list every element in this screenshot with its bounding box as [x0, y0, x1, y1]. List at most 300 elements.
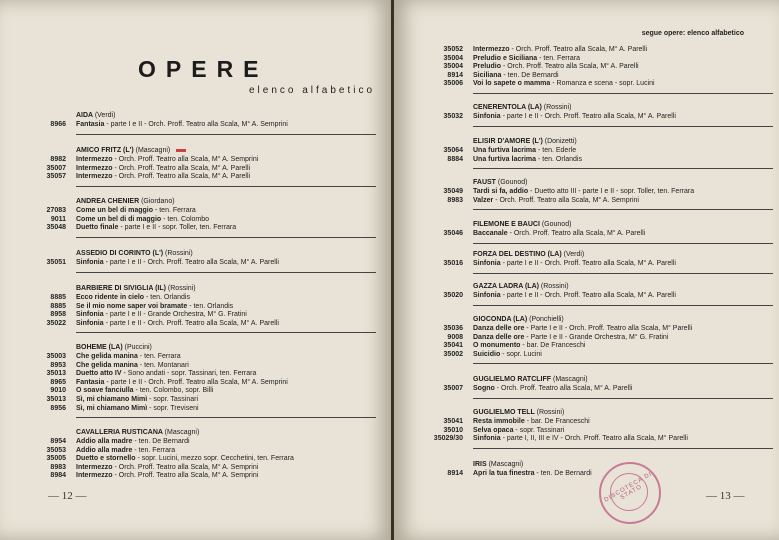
performers: - ten. Ederle — [536, 147, 577, 154]
piece-title: Siciliana — [473, 71, 502, 79]
opera-title: GIOCONDA (LA) — [473, 316, 528, 323]
entry-text — [76, 224, 236, 233]
catalog-number: 8966 — [50, 121, 66, 128]
composer: (Donizetti) — [544, 138, 577, 145]
entry-text — [76, 472, 258, 481]
composer: (Giordano) — [141, 198, 175, 205]
page-title: OPERE — [138, 56, 269, 82]
entry-text — [473, 351, 542, 360]
performers: - parte I, II, III e IV - Orch. Proff. Teatro alla Scala, M° Parelli — [500, 435, 688, 443]
record-entry — [429, 470, 759, 479]
piece-title: Sinfonia — [76, 319, 104, 327]
piece-title: Una furtiva lacrima — [473, 155, 537, 163]
catalog-number: 35029/30 — [433, 435, 463, 443]
composer: (Rossini) — [540, 283, 569, 290]
performers: - Parte I e II - Grande Orchestra, M° G. Fratini — [524, 333, 669, 341]
entry-text — [473, 334, 668, 343]
performers: - Orch. Proff. Teatro alla Scala, M° A. Semprini — [112, 472, 259, 480]
piece-title: Che gelida manina — [76, 361, 138, 369]
performers: - Orch. Proff. Teatro alla Scala, M° A. Parelli — [507, 230, 646, 237]
entry-text — [76, 311, 247, 320]
catalog-number: 8885 — [50, 294, 66, 301]
piece-title: Danza delle ore — [473, 333, 525, 341]
section-divider — [473, 448, 773, 449]
catalog-number: 8965 — [50, 378, 66, 386]
catalog-number: 8982 — [50, 156, 66, 163]
opera-heading — [76, 283, 362, 294]
section-divider — [76, 332, 376, 333]
section-divider — [473, 126, 773, 127]
opera-heading — [473, 249, 759, 260]
entry-text — [76, 259, 279, 268]
catalog-number: 35010 — [443, 426, 463, 434]
continuation-section — [429, 46, 759, 94]
catalog-number: 35064 — [443, 147, 463, 154]
entry-text — [76, 405, 199, 414]
piece-title: Suicidio — [473, 350, 501, 358]
catalog-number: 8914 — [447, 470, 463, 477]
composer: (Mascagni) — [135, 147, 171, 154]
section-divider — [473, 209, 773, 210]
performers: - parte I e II - Orch. Proff. Teatro alla Scala, M° A. Parelli — [500, 113, 676, 120]
catalog-number: 35036 — [443, 325, 463, 332]
performers: - parte I e II - Orch. Proff. Teatro alla Scala, M° A. Parelli — [103, 259, 279, 266]
record-entry — [429, 188, 759, 197]
piece-title: Intermezzo — [473, 46, 510, 53]
record-entry — [32, 294, 362, 303]
catalog-number: 35003 — [46, 353, 66, 360]
entry-text — [76, 294, 190, 303]
record-entry — [429, 427, 759, 436]
opera-section — [429, 136, 759, 169]
entry-text — [473, 325, 692, 334]
performers: - ten. Orlandis — [187, 302, 234, 310]
page-number-left: — 12 — — [48, 490, 87, 502]
entry-text — [473, 72, 559, 81]
section-divider — [473, 273, 773, 274]
entry-text — [76, 387, 213, 396]
entry-text — [76, 303, 233, 312]
catalog-number: 27083 — [46, 207, 66, 214]
piece-title: Fantasia — [76, 378, 105, 386]
entry-text — [473, 188, 694, 197]
catalog-number: 35007 — [443, 385, 463, 392]
opera-section — [32, 145, 362, 187]
section-divider — [76, 272, 376, 273]
piece-title: Resta immobile — [473, 418, 525, 425]
performers: - bar. De Franceschi — [520, 342, 586, 350]
opera-title: CAVALLERIA RUSTICANA — [76, 429, 163, 436]
record-entry — [32, 216, 362, 225]
catalog-number: 8983 — [447, 196, 463, 204]
entry-text — [473, 80, 655, 89]
piece-title: Sogno — [473, 385, 495, 392]
performers: - ten. Montanari — [137, 361, 189, 369]
opera-section — [32, 248, 362, 273]
performers: - parte I e II - Orch. Proff. Teatro alla Scala, M° A. Parelli — [500, 292, 676, 299]
record-entry — [32, 165, 362, 174]
record-entry — [32, 447, 362, 456]
record-entry — [32, 121, 362, 130]
catalog-number: 35016 — [443, 260, 463, 267]
entry-text — [76, 156, 258, 165]
opera-heading — [473, 314, 759, 325]
section-divider — [76, 186, 376, 187]
performers: - ten. Ferrara — [537, 54, 580, 62]
opera-title: AMICO FRITZ (L') — [76, 147, 134, 154]
opera-section — [429, 407, 759, 449]
entry-text — [76, 353, 181, 362]
performers: - ten. De Bernardi — [132, 438, 190, 445]
composer: (Verdi) — [94, 112, 116, 119]
entry-text — [76, 165, 250, 174]
catalog-number: 9008 — [447, 333, 463, 341]
section-divider — [473, 363, 773, 364]
opera-heading — [76, 196, 362, 207]
record-entry — [429, 342, 759, 351]
catalog-number: 35052 — [443, 46, 463, 53]
opera-heading — [76, 427, 362, 438]
catalog-number: 8984 — [50, 472, 66, 480]
performers: - parte I e II - sopr. Toller, ten. Ferrara — [118, 224, 237, 232]
catalog-number: 35032 — [443, 113, 463, 120]
record-entry — [429, 80, 759, 89]
entry-text — [76, 121, 288, 130]
record-entry — [429, 351, 759, 360]
record-entry — [429, 418, 759, 427]
composer: (Mascagni) — [552, 376, 588, 383]
record-entry — [429, 292, 759, 301]
piece-title: Addio alla madre — [76, 438, 133, 445]
section-divider — [473, 168, 773, 169]
piece-title: Duetto atto IV — [76, 370, 122, 378]
piece-title: Una furtiva lacrima — [473, 147, 537, 154]
performers: - Orch. Proff. Teatro alla Scala, M° A. Semprini — [112, 156, 259, 163]
section-divider — [473, 243, 773, 244]
opera-title: GUGLIELMO TELL — [473, 409, 535, 416]
record-entry — [32, 320, 362, 329]
record-entry — [32, 353, 362, 362]
piece-title: Sì, mi chiamano Mimì — [76, 404, 148, 412]
record-entry — [429, 46, 759, 55]
performers: - sopr. Treviseni — [147, 404, 199, 412]
performers: - Orch. Proff. Teatro alla Scala, M° A. Parelli — [509, 46, 648, 53]
entry-text — [76, 455, 294, 464]
opera-heading — [473, 407, 759, 418]
entry-text — [473, 418, 590, 427]
entry-text — [473, 230, 645, 239]
piece-title: Duetto e stornello — [76, 455, 136, 463]
entry-text — [76, 216, 209, 225]
entry-text — [473, 55, 580, 64]
composer: (Gounod) — [541, 221, 572, 228]
entry-text — [76, 396, 198, 405]
piece-title: Sinfonia — [473, 292, 501, 299]
page-number-right: — 13 — — [706, 490, 745, 502]
record-entry — [32, 259, 362, 268]
opera-section — [32, 427, 362, 481]
opera-title: AIDA — [76, 112, 93, 119]
catalog-number: 8956 — [50, 404, 66, 412]
opera-heading — [76, 145, 362, 156]
entry-text — [473, 46, 647, 55]
opera-heading — [473, 102, 759, 113]
opera-section — [429, 177, 759, 210]
piece-title: Se il mio nome saper voi bramate — [76, 302, 188, 310]
record-entry — [32, 396, 362, 405]
opera-heading — [473, 374, 759, 385]
opera-heading — [76, 248, 362, 259]
piece-title: Sinfonia — [76, 259, 104, 266]
piece-title: Come un bel di di maggio — [76, 215, 162, 223]
entry-text — [473, 427, 564, 436]
entry-text — [473, 385, 632, 394]
catalog-number: 9011 — [50, 215, 66, 223]
section-divider — [473, 305, 773, 306]
performers: - bar. De Franceschi — [524, 418, 590, 425]
catalog-number: 35002 — [443, 350, 463, 358]
performers: - Sono andati - sopr. Tassinari, ten. Ferrara — [121, 370, 257, 378]
composer: (Rossini) — [165, 250, 193, 257]
catalog-number: 35006 — [443, 80, 463, 88]
opera-section — [429, 102, 759, 127]
piece-title: Intermezzo — [76, 472, 113, 480]
entry-text — [473, 147, 576, 156]
entry-text — [473, 113, 676, 122]
performers: - ten. Colombo — [161, 215, 210, 223]
catalog-number: 35053 — [46, 446, 66, 454]
piece-title: Preludio e Siciliana — [473, 54, 538, 62]
catalog-number: 35051 — [46, 259, 66, 266]
opera-section — [32, 283, 362, 333]
piece-title: Danza delle ore — [473, 325, 525, 332]
record-entry — [32, 387, 362, 396]
catalog-number: 9010 — [50, 387, 66, 395]
opera-title: IRIS — [473, 461, 487, 468]
piece-title: Baccanale — [473, 230, 508, 237]
performers: - ten. Ferrara — [132, 446, 176, 454]
library-stamp — [599, 462, 661, 524]
piece-title: Intermezzo — [76, 156, 113, 163]
performers: - ten. Ferrara — [137, 353, 181, 360]
entry-text — [473, 435, 688, 444]
entry-text — [76, 173, 250, 182]
record-entry — [429, 55, 759, 64]
catalog-number: 35007 — [46, 164, 66, 172]
performers: - parte I e II - Orch. Proff. Teatro alla Scala, M° A. Semprini — [104, 378, 288, 386]
record-entry — [32, 156, 362, 165]
entry-text — [76, 438, 190, 447]
catalog-number: 35048 — [46, 224, 66, 232]
piece-title: Duetto finale — [76, 224, 119, 232]
record-entry — [32, 224, 362, 233]
section-divider — [76, 417, 376, 418]
record-entry — [429, 113, 759, 122]
record-entry — [429, 197, 759, 206]
performers: - ten. Ferrara — [153, 207, 196, 214]
catalog-number: 8885 — [50, 302, 66, 310]
section-divider — [473, 93, 773, 94]
opera-heading — [473, 219, 759, 230]
opera-section — [429, 281, 759, 306]
catalog-number: 8958 — [50, 311, 66, 319]
piece-title: Fantasia — [76, 121, 105, 128]
catalog-number: 35022 — [46, 319, 66, 327]
catalog-number: 35046 — [443, 230, 463, 237]
record-entry — [32, 379, 362, 388]
record-entry — [429, 230, 759, 239]
performers: - parte I e II - Orch. Proff. Teatro alla Scala, M° A. Parelli — [500, 260, 676, 267]
performers: - parte I e II - Grande Orchestra, M° G. Fratini — [103, 311, 247, 319]
record-entry — [32, 472, 362, 481]
piece-title: Voi lo sapete o mamma — [473, 80, 551, 88]
performers: - sopr. Lucini, mezzo sopr. Cecchetini, ten. Ferrara — [135, 455, 294, 463]
section-divider — [76, 134, 376, 135]
opera-section — [429, 249, 759, 274]
piece-title: O monumento — [473, 342, 521, 350]
entry-text — [473, 156, 582, 165]
piece-title: Tardi si fa, addio — [473, 188, 529, 195]
opera-heading — [76, 342, 362, 353]
performers: - Orch. Proff. Teatro alla Scala, M° A. Parelli — [501, 63, 639, 71]
record-entry — [429, 435, 759, 444]
catalog-number: 35005 — [46, 455, 66, 463]
opera-heading — [473, 281, 759, 292]
opera-section — [32, 196, 362, 238]
opera-section — [429, 374, 759, 399]
catalog-number: 35013 — [46, 370, 66, 378]
opera-section — [429, 314, 759, 364]
performers: - Duetto atto III - parte I e II - sopr. Toller, ten. Ferrara — [528, 188, 695, 195]
record-entry — [429, 156, 759, 165]
record-entry — [429, 334, 759, 343]
opera-title: FAUST — [473, 179, 496, 186]
performers: - parte I e II - Orch. Proff. Teatro alla Scala, M° A. Semprini — [104, 121, 288, 128]
catalog-number: 35057 — [46, 173, 66, 181]
record-entry — [32, 173, 362, 182]
catalog-number: 8953 — [50, 361, 66, 369]
piece-title: Addio alla madre — [76, 446, 133, 454]
opera-heading — [473, 177, 759, 188]
piece-title: Ecco ridente in cielo — [76, 294, 145, 301]
record-entry — [32, 207, 362, 216]
catalog-number: 35020 — [443, 292, 463, 299]
catalog-number: 35013 — [46, 395, 66, 403]
entry-text — [473, 292, 676, 301]
right-page — [394, 0, 779, 540]
opera-title: ELISIR D'AMORE (L') — [473, 138, 543, 145]
opera-title: BOHEME (LA) — [76, 344, 123, 351]
composer: (Rossini) — [543, 104, 572, 111]
composer: (Rossini) — [536, 409, 565, 416]
opera-title: ANDREA CHENIER — [76, 198, 140, 205]
performers: - ten. Orlandis — [144, 294, 190, 301]
performers: - Romanza e scena - sopr. Lucini — [550, 80, 655, 88]
entry-text — [473, 63, 639, 72]
opera-title: GUGLIELMO RATCLIFF — [473, 376, 552, 383]
catalog-number: 8983 — [50, 463, 66, 471]
stamp-text: DISCOTECA DI STATO — [603, 471, 654, 504]
catalog-number: 8954 — [50, 438, 66, 445]
opera-title: FORZA DEL DESTINO (LA) — [473, 251, 562, 258]
page-subtitle: elenco alfabetico — [249, 85, 376, 96]
composer: (Rossini) — [167, 285, 196, 292]
entry-text — [473, 342, 585, 351]
piece-title: Apri la tua finestra — [473, 470, 535, 477]
opera-title: ASSEDIO DI CORINTO (L') — [76, 250, 164, 257]
catalog-number: 35041 — [443, 418, 463, 425]
performers: - parte I e II - Orch. Proff. Teatro alla Scala, M° A. Parelli — [103, 319, 279, 327]
piece-title: Intermezzo — [76, 173, 113, 181]
opera-section — [429, 219, 759, 244]
opera-title: CENERENTOLA (LA) — [473, 104, 542, 111]
opera-section — [32, 342, 362, 418]
catalog-number: 35004 — [443, 54, 463, 62]
performers: - sopr. Tassinari — [147, 395, 199, 403]
section-divider — [76, 237, 376, 238]
entry-text — [473, 260, 676, 269]
running-header: segue opere: elenco alfabetico — [641, 30, 744, 37]
entry-text — [76, 447, 175, 456]
piece-title: Intermezzo — [76, 463, 113, 471]
performers: - Orch. Proff. Teatro alla Scala, M° A. Semprini — [493, 196, 639, 204]
catalog-number: 35004 — [443, 63, 463, 71]
piece-title: Sì, mi chiamano Mimì — [76, 395, 148, 403]
piece-title: O soave fanciulla — [76, 387, 134, 395]
performers: - sopr. Lucini — [500, 350, 542, 358]
composer: (Gounod) — [497, 179, 528, 186]
opera-title: GAZZA LADRA (LA) — [473, 283, 539, 290]
performers: - ten. Orlandis — [536, 155, 582, 163]
record-entry — [429, 260, 759, 269]
catalog-number: 8884 — [447, 155, 463, 163]
record-entry — [32, 438, 362, 447]
piece-title: Selva opaca — [473, 426, 514, 434]
composer: (Verdi) — [563, 251, 585, 258]
record-entry — [429, 385, 759, 394]
piece-title: Valzer — [473, 196, 494, 204]
entry-text — [76, 370, 256, 379]
performers: - ten. Colombo, sopr. Billi — [133, 387, 214, 395]
opera-title: BARBIERE DI SIVIGLIA (IL) — [76, 285, 166, 292]
performers: - ten. De Bernardi — [534, 470, 592, 477]
performers: - Orch. Proff. Teatro alla Scala, M° A. Parelli — [494, 385, 633, 392]
composer: (Mascagni) — [164, 429, 200, 436]
record-entry — [429, 325, 759, 334]
entry-text — [473, 197, 639, 206]
opera-heading — [473, 136, 759, 147]
performers: - Orch. Proff. Teatro alla Scala, M° A. Semprini — [112, 463, 259, 471]
performers: - sopr. Tassinari — [513, 426, 565, 434]
entry-text — [76, 320, 279, 329]
opera-heading — [76, 110, 362, 121]
section-divider — [473, 398, 773, 399]
catalog-number: 35041 — [443, 342, 463, 350]
record-entry — [32, 303, 362, 312]
opera-title: FILEMONE E BAUCI — [473, 221, 540, 228]
composer: (Ponchielli) — [529, 316, 564, 323]
entry-text — [76, 362, 189, 371]
catalog-number: 8914 — [447, 71, 463, 79]
piece-title: Che gelida manina — [76, 353, 138, 360]
record-entry — [429, 72, 759, 81]
entry-text — [473, 470, 592, 479]
performers: - ten. De Bernardi — [501, 71, 559, 79]
piece-title: Sinfonia — [473, 435, 501, 443]
piece-title: Come un bel di maggio — [76, 207, 154, 214]
piece-title: Sinfonia — [76, 311, 104, 319]
record-entry — [32, 362, 362, 371]
